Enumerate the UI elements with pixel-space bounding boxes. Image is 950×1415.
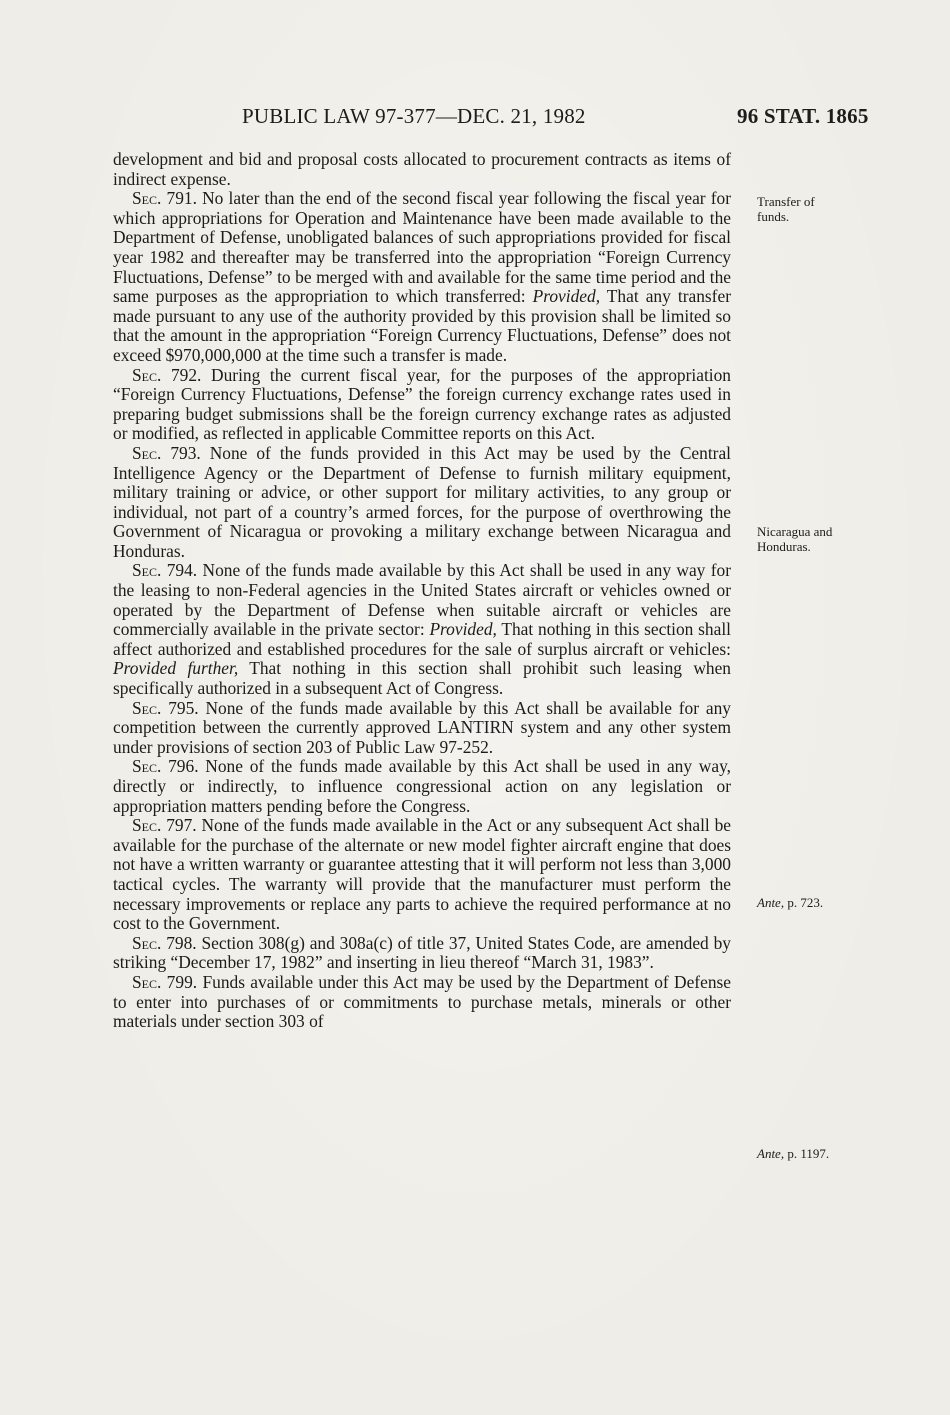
margin-note-transfer-of-funds: Transfer of funds. [757,194,815,224]
section-label: Sec. 793. [132,442,201,463]
section-label: Sec. 798. [132,932,197,953]
section-795: Sec. 795. None of the funds made available by this Act shall be available for any competition between the currently approved LANTIRN system and any other system under provisions of section 203 of Public Law 97-252. [113,697,731,757]
running-head-title: PUBLIC LAW 97-377—DEC. 21, 1982 [242,104,586,128]
section-796: Sec. 796. None of the funds made available by this Act shall be used in any way, directly or indirectly, to influence congressional action on any legislation or appropriation matters pending before the Congress. [113,756,731,816]
section-798: Sec. 798. Section 308(g) and 308a(c) of title 37, United States Code, are amended by striking “December 17, 1982” and inserting in lieu thereof “March 31, 1983”. [113,932,731,973]
paragraph-continuation: development and bid and proposal costs allocated to procurement contracts as items of indirect expense. [113,149,731,189]
section-label: Sec. 794. [132,560,198,581]
margin-note-nicaragua-honduras: Nicaragua and Honduras. [757,524,833,554]
margin-note-ante-1197: Ante, p. 1197. [757,1146,830,1161]
section-label: Sec. 792. [132,364,202,385]
section-label: Sec. 791. [132,188,197,209]
section-label: Sec. 799. [132,971,198,992]
section-797: Sec. 797. None of the funds made available in the Act or any subsequent Act shall be available for the purchase of the alternate or new model fighter aircraft engine that does not have a written warranty or guarantee attesting that it will perform not less than 3,000 tactical cycles. The warranty will provide that the manufacturer must perform the necessary improvements or replace any parts to achieve the required performance at no cost to the Government. [113,815,732,934]
section-label: Sec. 797. [132,815,197,836]
page-header [0,100,950,136]
body-text [113,150,731,1032]
section-793: Sec. 793. None of the funds provided in this Act may be used by the Central Intelligence Agency or the Department of Defense to furnish military equipment, military training or advice, or other support for military activities, to any group or individual, not part of a country’s armed forces, for the purpose of overthrowing the Government of Nicaragua or provoking a military exchange between Nicaragua and Honduras. [113,442,732,561]
section-label: Sec. 796. [132,756,199,777]
section-794: Sec. 794. None of the funds made available by this Act shall be used in any way for the leasing to non-Federal agencies in the United States aircraft or vehicles owned or operated by the Department of Defense when suitable aircraft or vehicles are commercially available in the private sector: Provided, That nothing in this section shall affect authorized and established procedures for the sale of surplus aircraft or vehicles: Provided further, That nothing in this section shall prohibit such leasing when specifically authorized in a subsequent Act of Congress. [113,560,731,699]
section-792: Sec. 792. During the current fiscal year, for the purposes of the appropriation “Foreign Currency Fluctuations, Defense” the foreign currency exchange rates used in preparing budget submissions shall be the foreign currency exchange rates as adjusted or modified, as reflected in applicable Committee reports on this Act. [113,364,731,444]
section-label: Sec. 795. [132,697,199,718]
section-791: Sec. 791. No later than the end of the second fiscal year following the fiscal year for which appropriations for Operation and Maintenance have been made available to the Department of Defense, unobligated balances of such appropriations provided for fiscal year 1982 and thereafter may be transferred into the appropriation “Foreign Currency Fluctuations, Defense” to be merged with and available for the same time period and the same purposes as the appropriation to which transferred: Provided, That any transfer made pursuant to any use of the authority provided by this provision shall be limited so that the amount in the appropriation “Foreign Currency Fluctuations, Defense” does not exceed $970,000,000 at the time such a transfer is made. [113,188,732,365]
margin-note-ante-723: Ante, p. 723. [757,895,824,910]
statute-page-number: 96 STAT. 1865 [737,104,869,128]
section-799: Sec. 799. Funds available under this Act may be used by the Department of Defense to enter into purchases of or commitments to purchase metals, minerals or other materials under section 303 of [113,971,731,1032]
